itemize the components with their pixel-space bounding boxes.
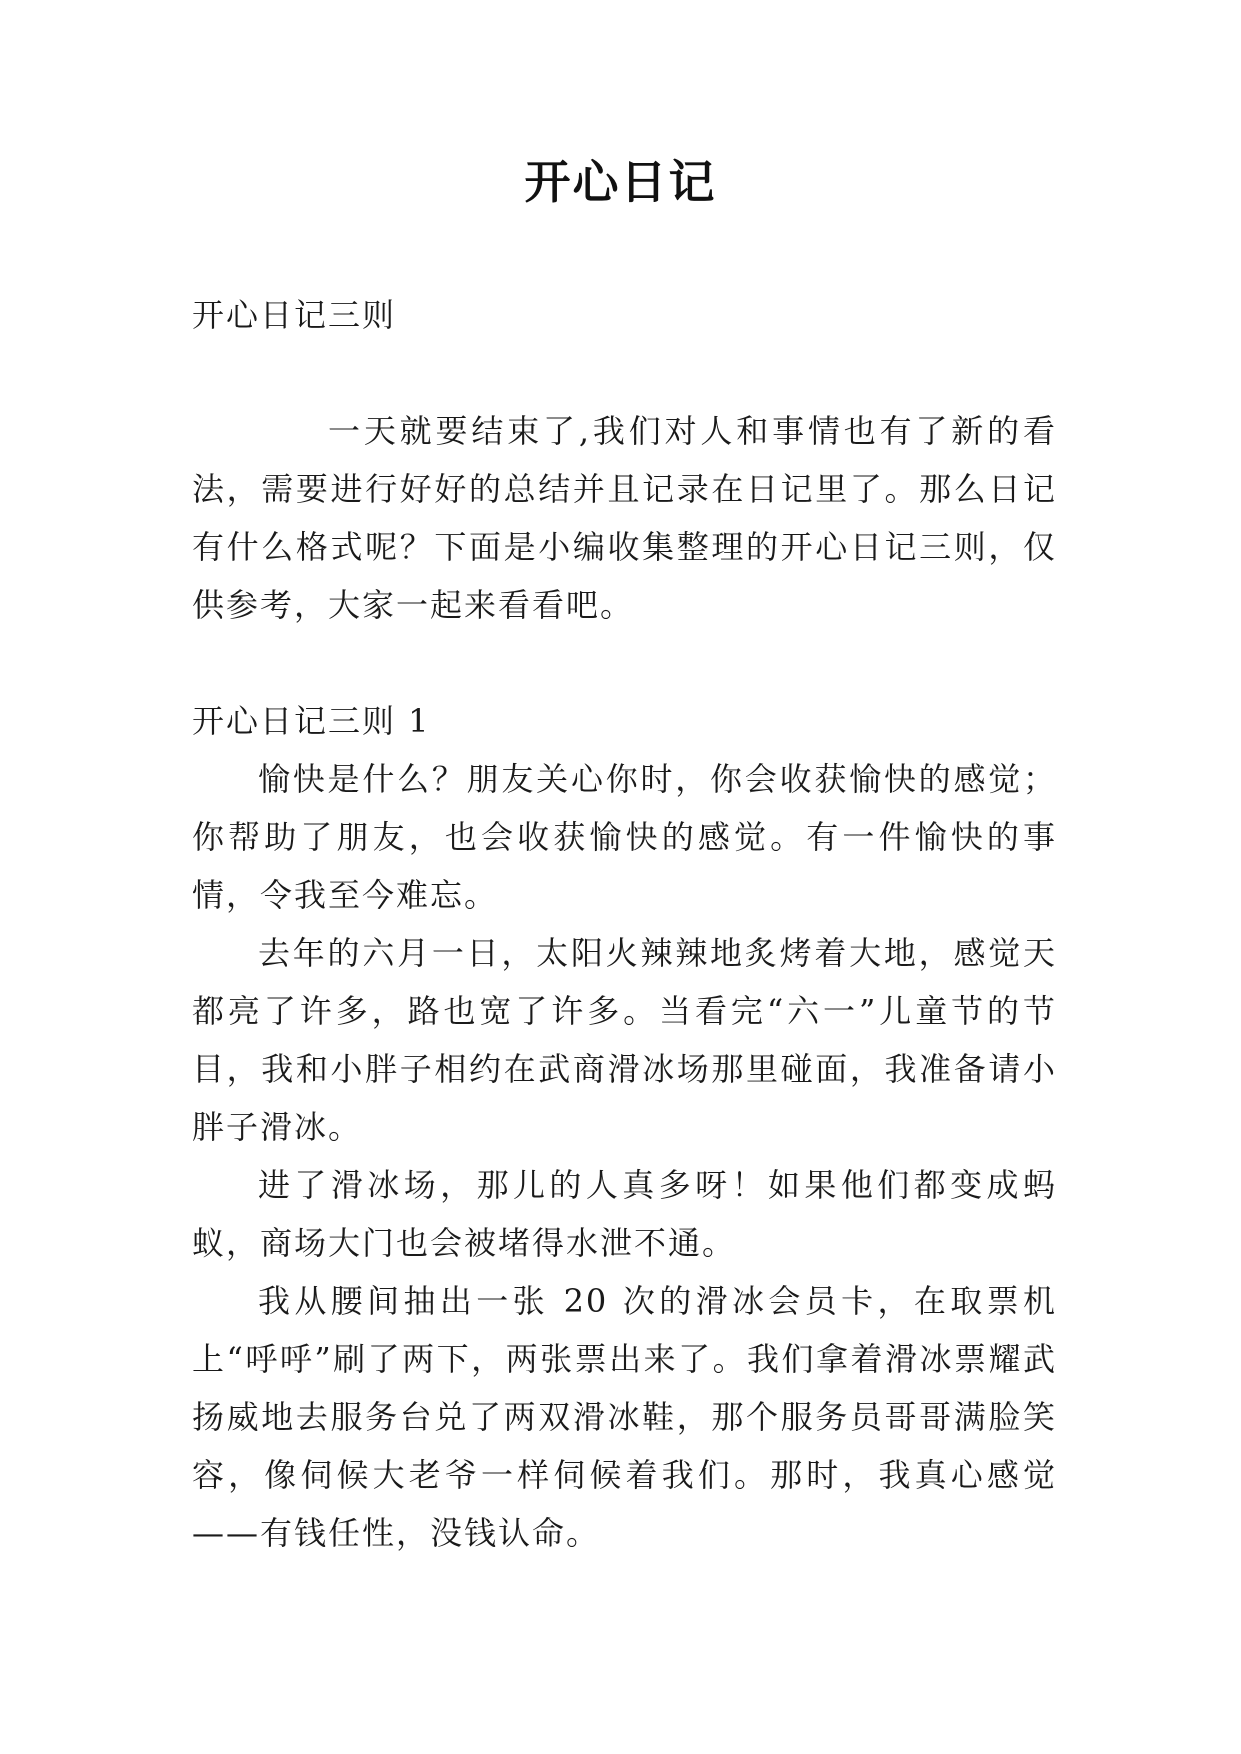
spacer bbox=[192, 344, 1057, 402]
document-title: 开心日记 bbox=[524, 155, 717, 209]
body-paragraph: 进了滑冰场，那儿的人真多呀！如果他们都变成蚂蚁，商场大门也会被堵得水泄不通。 bbox=[192, 1166, 1057, 1262]
document-body bbox=[192, 286, 1057, 1562]
body-paragraph: 我从腰间抽出一张 20 次的滑冰会员卡，在取票机上“呼呼”刷了两下，两张票出来了。我们拿着滑冰票耀武扬威地去服务台兑了两双滑冰鞋，那个服务员哥哥满脸笑容，像伺候大老爷一样伺候着我们。那时，我真心感觉——有钱任性，没钱认命。 bbox=[192, 1282, 1057, 1552]
intro-paragraph: 一天就要结束了,我们对人和事情也有了新的看法，需要进行好好的总结并且记录在日记里了。那么日记有什么格式呢？下面是小编收集整理的开心日记三则，仅供参考，大家一起来看看吧。 bbox=[192, 412, 1057, 624]
subtitle: 开心日记三则 bbox=[192, 296, 397, 334]
spacer bbox=[192, 634, 1057, 692]
body-paragraph: 愉快是什么？朋友关心你时，你会收获愉快的感觉；你帮助了朋友，也会收获愉快的感觉。有一件愉快的事情，令我至今难忘。 bbox=[192, 760, 1057, 914]
body-paragraph: 去年的六月一日，太阳火辣辣地炙烤着大地，感觉天都亮了许多，路也宽了许多。当看完“六一”儿童节的节目，我和小胖子相约在武商滑冰场那里碰面，我准备请小胖子滑冰。 bbox=[192, 934, 1057, 1146]
section-heading: 开心日记三则 1 bbox=[192, 702, 431, 740]
